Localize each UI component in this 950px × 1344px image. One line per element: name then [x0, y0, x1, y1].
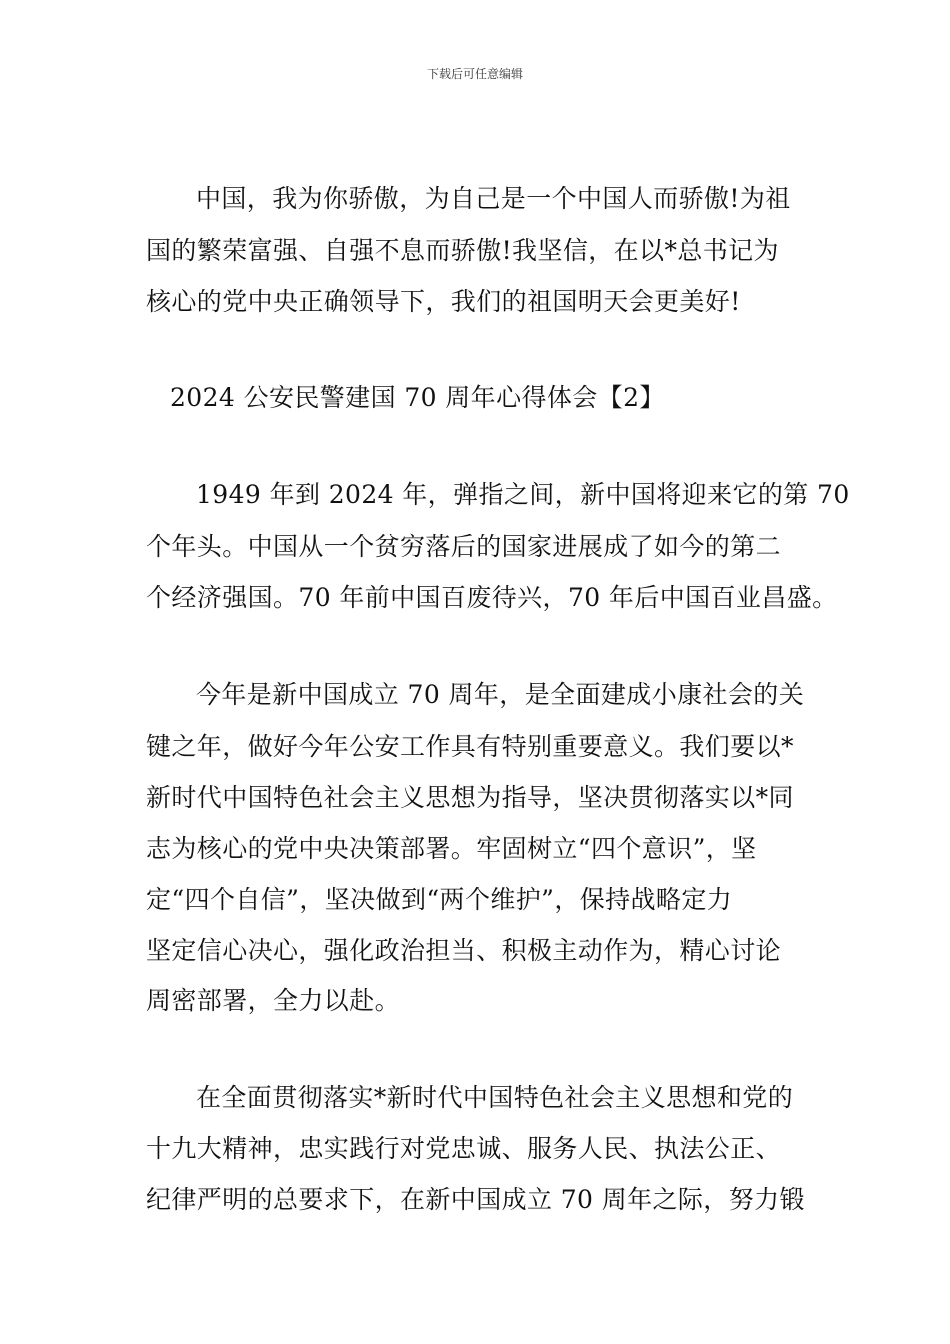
text-line: 中国，我为你骄傲，为自己是一个中国人而骄傲!为祖	[196, 184, 791, 213]
text-line: 定“四个自信”，坚决做到“两个维护”，保持战略定力	[146, 885, 733, 914]
text-line: 十九大精神，忠实践行对党忠诚、服务人民、执法公正、	[146, 1134, 782, 1163]
section-heading: 2024 公安民警建国 70 周年心得体会【2】	[170, 383, 665, 412]
text-line: 周密部署，全力以赴。	[146, 986, 401, 1015]
text-line: 键之年，做好今年公安工作具有特别重要意义。我们要以*	[146, 732, 794, 761]
header-note: 下载后可任意编辑	[426, 67, 523, 81]
text-line: 志为核心的党中央决策部署。牢固树立“四个意识”，坚	[146, 834, 757, 863]
text-line: 核心的党中央正确领导下，我们的祖国明天会更美好!	[146, 287, 741, 316]
text-line: 新时代中国特色社会主义思想为指导，坚决贯彻落实以*同	[146, 783, 794, 812]
text-line: 纪律严明的总要求下，在新中国成立 70 周年之际，努力锻	[146, 1185, 805, 1214]
text-line: 坚定信心决心，强化政治担当、积极主动作为，精心讨论	[146, 936, 782, 965]
text-line: 1949 年到 2024 年，弹指之间，新中国将迎来它的第 70	[196, 480, 850, 509]
text-line: 国的繁荣富强、自强不息而骄傲!我坚信，在以*总书记为	[146, 236, 779, 265]
text-line: 今年是新中国成立 70 周年，是全面建成小康社会的关	[196, 680, 805, 709]
text-line: 个年头。中国从一个贫穷落后的国家进展成了如今的第二	[146, 532, 782, 561]
text-line: 在全面贯彻落实*新时代中国特色社会主义思想和党的	[196, 1083, 794, 1112]
text-line: 个经济强国。70 年前中国百废待兴，70 年后中国百业昌盛。	[146, 583, 838, 612]
